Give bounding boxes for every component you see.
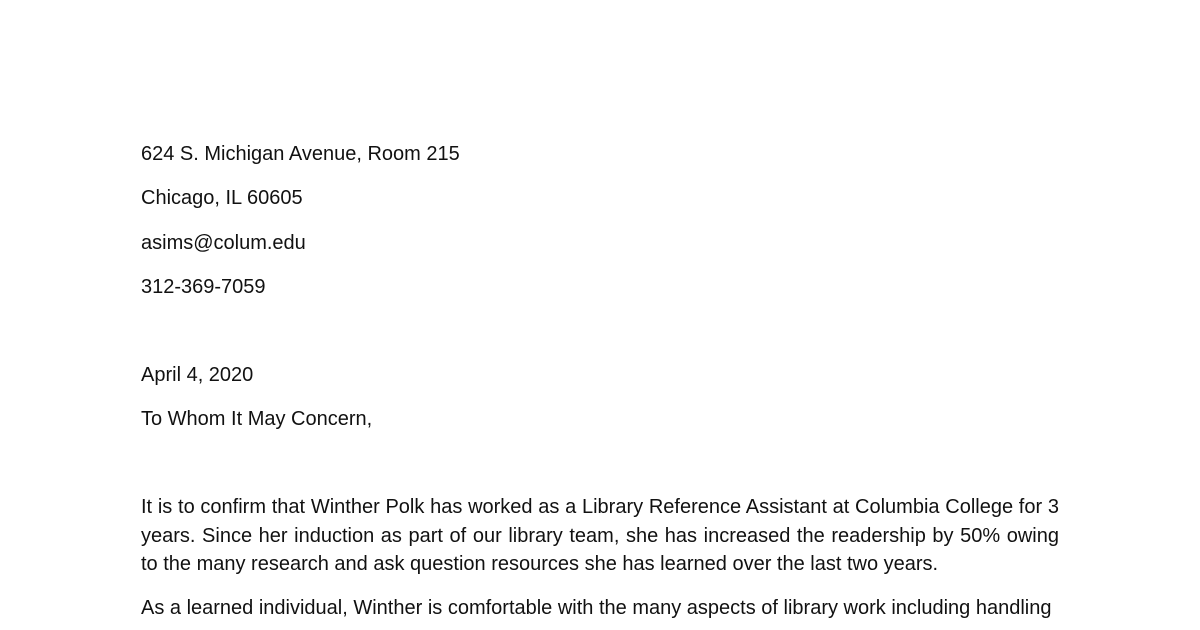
sender-phone: 312-369-7059 xyxy=(141,276,266,298)
body-paragraph-2: As a learned individual, Winther is comfortable with the many aspects of library work including handling xyxy=(141,597,1052,619)
salutation: To Whom It May Concern, xyxy=(141,408,373,430)
sender-address-line-2: Chicago, IL 60605 xyxy=(141,187,303,209)
sender-email: asims@colum.edu xyxy=(141,232,306,254)
body-paragraph-1: It is to confirm that Winther Polk has worked as a Library Reference Assistant at Columbia College for 3 years. Since her induction as part of our library team, she has increased the readership by 50% owing to the many research and ask question resources she has learned over the last two years. xyxy=(141,496,1059,575)
letter-date: April 4, 2020 xyxy=(141,364,254,386)
sender-address-line-1: 624 S. Michigan Avenue, Room 215 xyxy=(141,143,460,165)
